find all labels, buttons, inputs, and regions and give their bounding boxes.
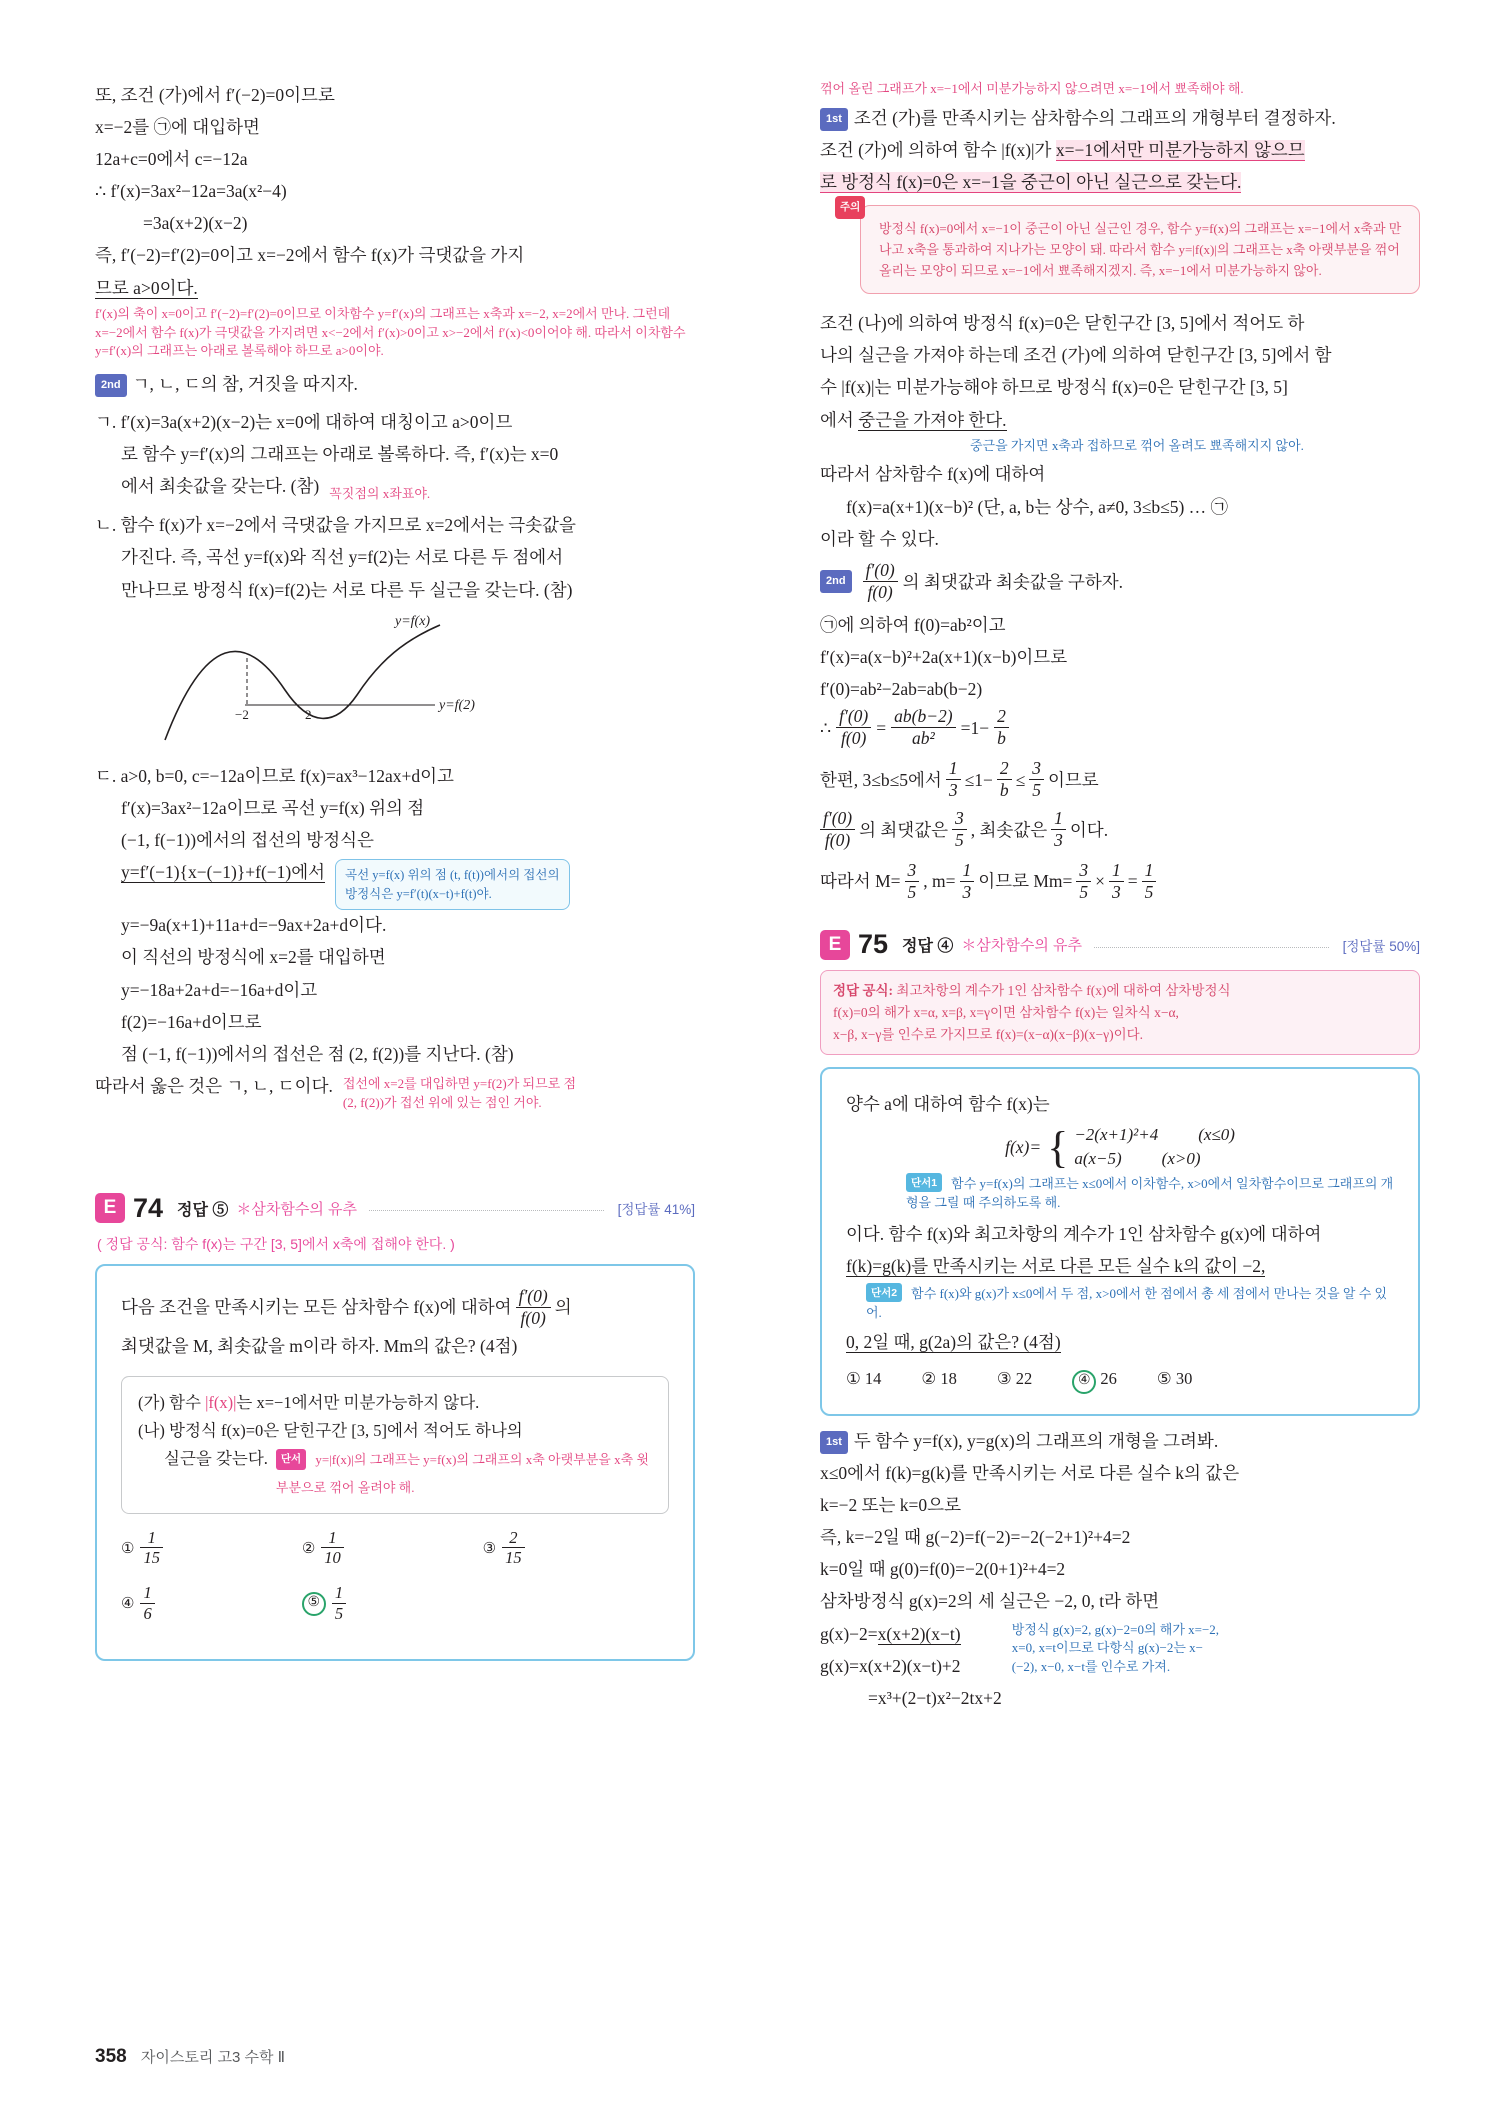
condition-a: (가) 함수 |f(x)|는 x=−1에서만 미분가능하지 않다. [138,1392,480,1412]
text-line: f′(0)=ab²−2ab=ab(b−2) [820,678,983,699]
margin-note-blue: 곡선 y=f(x) 위의 점 (t, f(t))에서의 접선의 방정식은 y=f′(t)(x−t)+f(t)야. [335,859,570,911]
dotted-leader [369,1200,604,1211]
text-line: 므로 a>0이다. [95,277,198,298]
svg-text:y=f(x): y=f(x) [395,614,431,629]
text-line: 로 함수 y=f′(x)의 그래프는 아래로 볼록하다. 즉, f′(x)는 x=0 [121,444,559,465]
hint-tag: 단서2 [866,1283,902,1302]
problem-topic: ＊삼차함수의 유추 [961,937,1083,955]
text-line: 나의 실근을 가져야 하는데 조건 (가)에 의하여 닫힌구간 [3, 5]에서 함 [820,345,1332,366]
text-line: ㄴ. 함수 f(x)가 x=−2에서 극댓값을 가지므로 x=2에서는 극솟값을 [95,515,576,536]
hint-2 [866,1283,1394,1323]
question-line: 다음 조건을 만족시키는 모든 삼차함수 f(x)에 대하여 $\frac{f'(0)}{f(0)}$ 의 [121,1285,572,1328]
text-line: f′(x)=3ax²−12a이므로 곡선 y=f(x) 위의 점 [121,797,425,818]
step-1st-line: 1st 두 함수 y=f(x), y=g(x)의 그래프의 개형을 그려봐. [820,1426,1420,1456]
text-line: ㉠에 의하여 f(0)=ab²이고 [820,614,1006,635]
problem-grade-badge: E [820,930,850,960]
question-line: f(k)=g(k)를 만족시키는 서로 다른 모든 실수 k의 값이 −2, [846,1256,1266,1277]
choice-option[interactable]: ③ $\frac{2}{15}$ [483,1528,664,1569]
text-line: x≤0에서 f(k)=g(k)를 만족시키는 서로 다른 실수 k의 값은 [820,1463,1240,1484]
text-line: 또, 조건 (가)에서 f′(−2)=0이므로 [95,85,335,105]
svg-text:2: 2 [305,706,312,722]
choice-option[interactable]: ① $\frac{1}{15}$ [121,1528,302,1569]
equation-line: 한편, 3≤b≤5에서 $\frac{1}{3}$ ≤1− $\frac{2}{b}$ ≤ $\frac{3}{5}$ 이므로 [820,757,1099,800]
text-line: g(x)=x(x+2)(x−t)+2 [820,1655,961,1676]
fraction-denominator: f(0) [520,1307,546,1328]
answer-formula-box [820,970,1420,1055]
problem-number: 75 [858,929,889,960]
left-column [95,80,695,1671]
choice-marker: ② [301,1540,316,1557]
problem-answer: 정답 ⑤ [177,1201,229,1219]
piecewise-function: f(x)= { −2(x+1)²+4 (x≤0) a(x−5) (x>0) [1005,1122,1235,1172]
text-line: 에서 중근을 가져야 한다. [820,409,1007,430]
text-line: y=−9a(x+1)+11a+d=−9ax+2a+d이다. [121,915,387,936]
text-line: ㄱ. f′(x)=3a(x+2)(x−2)는 x=0에 대하여 대칭이고 a>0이므 [95,412,513,433]
text-line: 가진다. 즉, 곡선 y=f(x)와 직선 y=f(2)는 서로 다른 두 점에서 [121,547,564,568]
case-1-expr: −2(x+1)²+4 [1074,1125,1159,1145]
problem-75-box [820,1067,1420,1416]
hint-text: y=|f(x)|의 그래프는 y=f(x)의 그래프의 x축 아랫부분을 x축 윗부분으로 꺾어 올려야 해. [275,1451,649,1495]
margin-note: f′(x)의 축이 x=0이고 f′(−2)=f′(2)=0이므로 이차함수 y=f′(x)의 그래프는 x축과 x=−2, x=2에서 만나. 그런데 x=−2에서 함수 f(x)가 극댓값을 가지려면 x<−2에서 f′(x)>0이고 x>−2에서 f′(x)<0이어야 해. 따라서 이차함수 y=f′(x)의 그래프는 아래로 볼록해야 하므로 a>0이야. [95,305,686,359]
correct-rate: [정답률 41%] [617,1202,695,1218]
text-line: f′(x)=a(x−b)²+2a(x+1)(x−b)이므로 [820,646,1068,667]
equation-line: ∴ $\frac{f'(0)}{f(0)}$ = $\frac{ab(b-2)}{\text{ab²}}$ =1− $\frac{2}{b}$ [820,706,1420,750]
page-footer [95,2046,285,2068]
question-line: 양수 a에 대하여 함수 f(x)는 [846,1094,1050,1115]
text-line: 수 |f(x)|는 미분가능해야 하므로 방정식 f(x)=0은 닫힌구간 [3, 5] [820,377,1288,398]
text-line: 이 직선의 방정식에 x=2를 대입하면 [121,947,386,968]
text-line: y=f′(−1){x−(−1)}+f(−1)에서 [121,861,326,882]
text-line: 만나므로 방정식 f(x)=f(2)는 서로 다른 두 실근을 갖는다. (참) [121,579,573,600]
caution-tag: 주의 [835,196,865,219]
step-badge: 1st [820,1431,848,1454]
choice-marker: ③ [482,1540,497,1557]
text-line: k=−2 또는 k=0으로 [820,1495,961,1516]
margin-note-top: 꺾어 올린 그래프가 x=−1에서 미분가능하지 않으려면 x=−1에서 뾰족해야 해. [820,81,1244,96]
condition-box [121,1376,669,1514]
problem-74-box [95,1264,695,1661]
graph-figure [95,615,695,755]
choice-option[interactable]: ⑤ 30 [1156,1368,1193,1388]
text-line: k=0일 때 g(0)=f(0)=−2(0+1)²+4=2 [820,1559,1066,1580]
hint-1 [906,1173,1394,1213]
svg-text:y=f(2): y=f(2) [439,697,475,713]
choice-option[interactable]: ③ 22 [996,1368,1033,1388]
problem-number: 74 [133,1192,164,1223]
choice-option[interactable]: ① 14 [846,1368,882,1388]
formula-line: f(x)=0의 해가 x=α, x=β, x=γ이면 삼차함수 f(x)는 일차식 x−α, [833,1005,1179,1021]
text-line: f(x)=a(x+1)(x−b)² (단, a, b는 상수, a≠0, 3≤b≤5) … ㉠ [846,496,1229,517]
condition-b: (나) 방정식 f(x)=0은 닫힌구간 [3, 5]에서 적어도 하나의 [138,1420,523,1440]
problem-75-header [820,929,1420,960]
book-title: 자이스토리 고3 수학 Ⅱ [140,2049,286,2066]
text-line: 12a+c=0에서 c=−12a [95,149,248,170]
text-line: y=−18a+2a+d=−16a+d이고 [121,979,318,1000]
hint-tag: 단서 [276,1449,306,1471]
choice-option[interactable]: ② $\frac{1}{10}$ [302,1528,483,1569]
text-line: 이라 할 수 있다. [820,528,939,549]
condition-b2: 실근을 갖는다. [164,1448,268,1468]
caution-box [840,201,1420,294]
answer-formula-note: ( 정답 공식: 함수 f(x)는 구간 [3, 5]에서 x축에 접해야 한다. ) [97,1235,455,1252]
caution-text: 방정식 f(x)=0에서 x=−1이 중근이 아닌 실근인 경우, 함수 y=f(x)의 그래프는 x=−1에서 x축과 만나고 x축을 통과하여 지나가는 모양이 돼. 따라서 함수 y=|f(x)|의 그래프는 x축 아랫부분을 꺾어 올리는 모양이 되므로 x=−1에서 뾰족해지겠지. 즉, x=−1에서 미분가능하지 않아. [879,221,1402,279]
correct-rate: [정답률 50%] [1342,938,1420,954]
text-line: 즉, f′(−2)=f′(2)=0이고 x=−2에서 함수 f(x)가 극댓값을 가지 [95,245,525,266]
equation-line: 따라서 M= $\frac{3}{5}$ , m= $\frac{1}{3}$ 이므로 Mm= $\frac{3}{5}$ × $\frac{1}{3}$ = $\frac{1}{5}$ [820,860,1420,904]
text-line: g(x)−2=x(x+2)(x−t) [820,1623,961,1644]
margin-note: 접선에 x=2를 대입하면 y=f(2)가 되므로 점 (2, f(2))가 접선 위에 있는 점인 거야. [342,1075,577,1110]
case-1-cond: (x≤0) [1198,1125,1235,1145]
choice-marker: ① [121,1540,135,1557]
text-line: 따라서 삼차함수 f(x)에 대하여 [820,464,1046,485]
step-badge: 2nd [820,570,852,593]
choice-option-selected[interactable]: ⑤ $\frac{1}{5}$ [302,1583,483,1624]
choice-list [846,1369,1394,1394]
step-2nd-line: 2nd ㄱ, ㄴ, ㄷ의 참, 거짓을 따지자. [95,369,695,399]
hint-text: 함수 y=f(x)의 그래프는 x≤0에서 이차함수, x>0에서 일차함수이므로 그래프의 개형을 그릴 때 주의하도록 해. [906,1176,1394,1211]
margin-note-blue: 방정식 g(x)=2, g(x)−2=0의 해가 x=−2, x=0, x=t이므로 다항식 g(x)−2는 x−(−2), x−0, x−t를 인수로 가져. [1011,1621,1220,1675]
hint-text: 함수 f(x)와 g(x)가 x≤0에서 두 점, x>0에서 한 점에서 총 세 점에서 만나는 것을 알 수 있어. [866,1286,1388,1321]
step-2nd-line: 2nd $\frac{f'(0)}{f(0)}$ 의 최댓값과 최솟값을 구하자. [820,560,1420,604]
formula-line: x−β, x−γ를 인수로 가지므로 f(x)=(x−α)(x−β)(x−γ)이다. [833,1026,1144,1042]
margin-note: 꼭짓점의 x좌표야. [329,486,431,502]
dotted-leader [1094,937,1329,948]
question-line: 최댓값을 M, 최솟값을 m이라 하자. Mm의 값은? (4점) [121,1336,518,1357]
text-line: 점 (−1, f(−1))에서의 접선은 점 (2, f(2))를 지난다. (참) [121,1043,514,1064]
problem-74-header [95,1193,695,1224]
case-2-expr: a(x−5) [1074,1149,1122,1169]
text-line: 에서 최솟값을 갖는다. (참) [121,476,320,497]
page-number: 358 [95,2046,127,2067]
margin-note-blue: 중근을 가지면 x축과 접하므로 꺾어 올려도 뾰족해지지 않아. [970,437,1304,453]
problem-grade-badge: E [95,1193,125,1223]
text-line: 조건 (나)에 의하여 방정식 f(x)=0은 닫힌구간 [3, 5]에서 적어도 하 [820,313,1305,334]
formula-line: 최고차항의 계수가 1인 삼차함수 f(x)에 대하여 삼차방정식 [896,983,1231,999]
choice-list [121,1528,669,1639]
text-line: x=−2를 ㉠에 대입하면 [95,117,260,138]
right-column [820,80,1420,1715]
fraction-numerator: f′(0) [516,1286,551,1308]
step-badge: 2nd [95,374,127,397]
text-line: =x³+(2−t)x²−2tx+2 [868,1687,1002,1708]
text-line: (−1, f(−1))에서의 접선의 방정식은 [121,829,374,850]
text-line: 삼차방정식 g(x)=2의 세 실근은 −2, 0, t라 하면 [820,1591,1160,1612]
text-line: ∴ f′(x)=3ax²−12a=3a(x²−4) [95,181,287,202]
equation-line: $\frac{f'(0)}{f(0)}$ 의 최댓값은 $\frac{3}{5}$ , 최솟값은 $\frac{1}{3}$ 이다. [820,808,1420,852]
question-line: 이다. 함수 f(x)와 최고차항의 계수가 1인 삼차함수 g(x)에 대하여 [846,1223,1322,1244]
problem-answer: 정답 ④ [902,938,954,956]
choice-marker: ④ [121,1596,135,1613]
text-line: 로 방정식 f(x)=0은 x=−1을 중근이 아닌 실근으로 갖는다. [820,172,1242,193]
choice-option[interactable]: ④ $\frac{1}{6}$ [121,1583,302,1624]
choice-option[interactable]: ② 18 [921,1368,957,1388]
text-line: f(2)=−16a+d이므로 [121,1011,262,1032]
text-line: 조건 (가)에 의하여 함수 |f(x)|가 x=−1에서만 미분가능하지 않으므 [820,139,1305,160]
question-line: 0, 2일 때, g(2a)의 값은? (4점) [846,1331,1061,1352]
formula-title: 정답 공식: [833,983,894,999]
text-line: 따라서 옳은 것은 ㄱ, ㄴ, ㄷ이다. [95,1075,333,1096]
choice-option-selected[interactable]: ④ 26 [1072,1369,1117,1394]
case-2-cond: (x>0) [1161,1149,1201,1169]
text-line: =3a(x+2)(x−2) [143,213,248,234]
hint-tag: 단서1 [906,1173,942,1192]
problem-topic: ＊삼차함수의 유추 [236,1200,358,1218]
text-line: 즉, k=−2일 때 g(−2)=f(−2)=−2(−2+1)²+4=2 [820,1527,1131,1548]
choice-marker-selected: ⑤ [302,1592,326,1616]
step-badge: 1st [820,108,848,131]
text-line: ㄷ. a>0, b=0, c=−12a이므로 f(x)=ax³−12ax+d이고 [95,765,454,786]
step-1st-line: 1st 조건 (가)를 만족시키는 삼차함수의 그래프의 개형부터 결정하자. [820,103,1420,133]
svg-text:−2: −2 [235,706,249,722]
